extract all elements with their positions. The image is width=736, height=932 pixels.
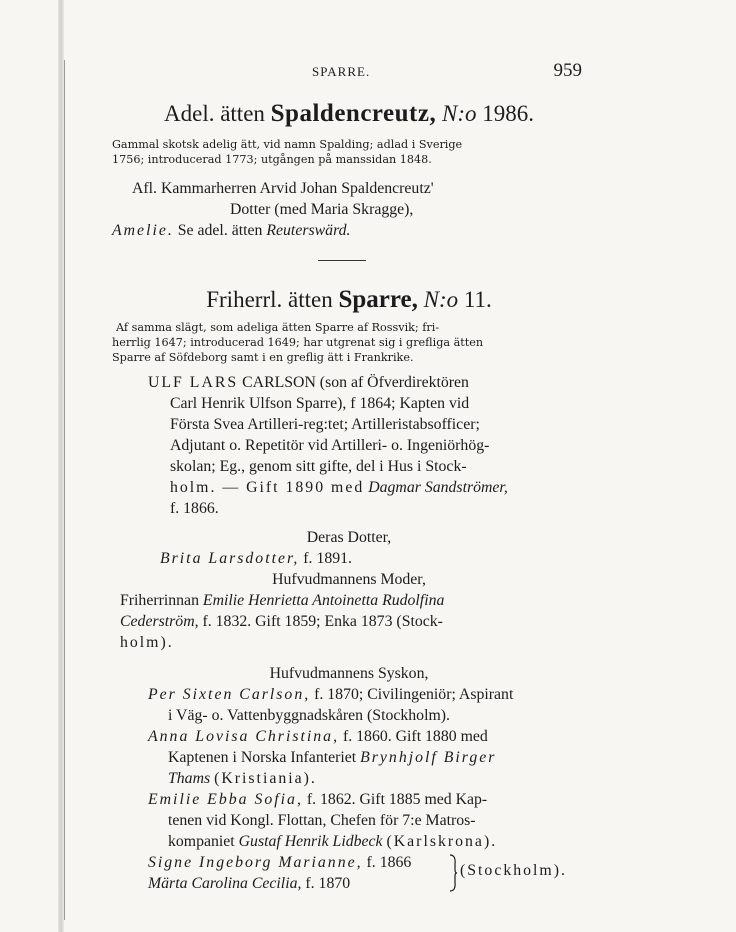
sparre-title: Friherrl. ätten Sparre, N:o 11.	[206, 286, 492, 313]
brace-icon	[448, 854, 458, 892]
page-number: 959	[553, 60, 582, 81]
section-divider	[318, 260, 366, 261]
spaldencreutz-title: Adel. ätten Spaldencreutz, N:o 1986.	[164, 100, 534, 127]
syskon-list: Per Sixten Carlson, f. 1870; Civilingeniör; Aspirant i Väg- o. Vattenbyggnadskåren (Stockholm). Anna Lovisa Christina, f. 1860. Gift 1880 med Kaptenen i Norska Infanteriet Brynhjolf Birger Thams (Kristiania). Emilie Ebba Sofia, f. 1862. Gift 1885 med Kap- tenen vid Kongl. Flottan, Chefen för 7:e Matros- kompaniet Gustaf Henrik Lidbeck (Karlskrona). Signe Ingeborg Marianne, f. 1866 Märta Carolina Cecilia, f. 1870 (Stockholm).	[112, 684, 586, 894]
moder-heading: Hufvudmannens Moder,	[272, 571, 426, 588]
signe-marta-entry: Signe Ingeborg Marianne, f. 1866 Märta Carolina Cecilia, f. 1870 (Stockholm).	[148, 854, 567, 892]
syskon-heading: Hufvudmannens Syskon,	[269, 665, 429, 682]
moder-entry: Friherrinnan Emilie Henrietta Antoinetta Rudolfina Cederström, f. 1832. Gift 1859; Enka 1873 (Stock- holm).	[120, 592, 445, 651]
spaldencreutz-intro: Gammal skotsk adelig ätt, vid namn Spalding; adlad i Sverige 1756; introducerad 1773; utgången på manssidan 1848.	[112, 138, 463, 166]
sparre-intro: Af samma slägt, som adeliga ätten Sparre af Rossvik; fri- herrlig 1647; introducerad 1649; har utgrenat sig i grefliga ätten Sparre af Söfdeborg samt i en greflig ätt i Frankrike.	[112, 321, 484, 364]
running-head: SPARRE.	[312, 64, 371, 79]
dotter-heading: Deras Dotter,	[306, 529, 392, 546]
ulf-entry: ULF LARS CARLSON (son af Öfverdirektören Carl Henrik Ulfson Sparre), f 1864; Kapten vid Första Svea Artilleri-reg:tet; Artilleristabsofficer; Adjutant o. Repetitör vid Artilleri- o. Ingeniörhög- skolan; Eg., genom sitt gifte, del i Hus i Stock- holm. — Gift 1890 med Dagmar Sandströmer, f. 1866.	[148, 374, 508, 517]
spaldencreutz-afl: Afl. Kammarherren Arvid Johan Spaldencreutz' Dotter (med Maria Skragge), Amelie. Se adel. ätten Reuterswärd.	[112, 180, 434, 239]
sparre-genealogy	[112, 372, 586, 894]
binding-rule	[64, 60, 65, 920]
brita-entry: Brita Larsdotter, f. 1891.	[160, 550, 352, 567]
